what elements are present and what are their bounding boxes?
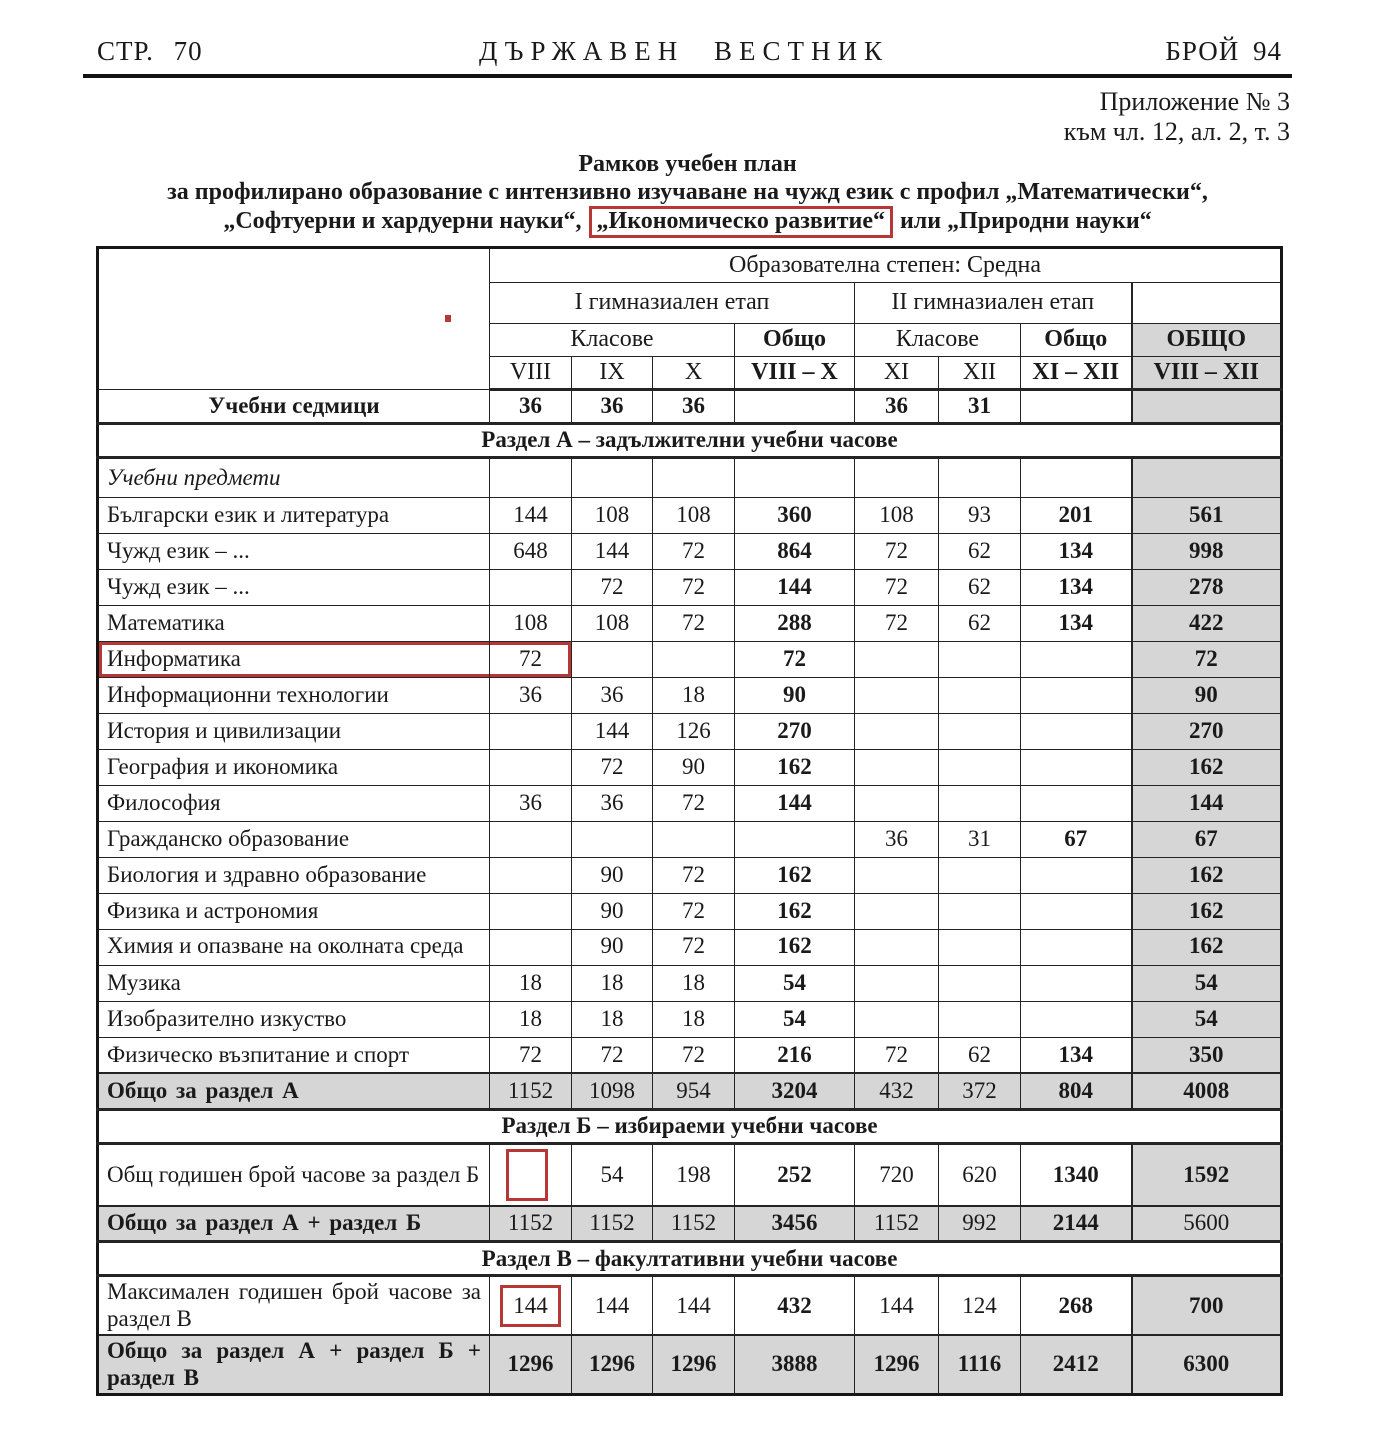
cell-viii bbox=[490, 929, 572, 965]
cell-xi: 36 bbox=[855, 390, 939, 423]
cell-viii bbox=[490, 749, 572, 785]
cell-viii-xii bbox=[1132, 457, 1282, 497]
cell-x bbox=[653, 821, 735, 857]
cell-xii: 124 bbox=[939, 1276, 1021, 1335]
cell-xii: 372 bbox=[939, 1073, 1021, 1109]
section-header-row bbox=[98, 423, 1282, 457]
cell-ix: 108 bbox=[572, 605, 653, 641]
cell-ix: 1152 bbox=[572, 1206, 653, 1242]
red-annotation-box: 144 bbox=[500, 1285, 561, 1327]
row-label: Информатика bbox=[98, 641, 490, 677]
cell-viii-x: 90 bbox=[735, 677, 855, 713]
cell-ix: 90 bbox=[572, 929, 653, 965]
row-label: Учебни предмети bbox=[98, 457, 490, 497]
classes1-header-cell: Класове bbox=[490, 324, 735, 357]
cell-xi: 720 bbox=[855, 1143, 939, 1206]
cell-viii-xii: 72 bbox=[1132, 641, 1282, 677]
cell-viii-x bbox=[735, 821, 855, 857]
row-label: Общо за раздел А bbox=[98, 1073, 490, 1109]
cell-xi-xii: 1340 bbox=[1021, 1143, 1132, 1206]
cell-xii: 992 bbox=[939, 1206, 1021, 1242]
annex-line2: към чл. 12, ал. 2, т. 3 bbox=[1063, 116, 1290, 146]
row-label: Биология и здравно образование bbox=[98, 857, 490, 893]
cell-xii bbox=[939, 929, 1021, 965]
cell-xi-xii bbox=[1021, 677, 1132, 713]
cell-x: 72 bbox=[653, 605, 735, 641]
cell-ix bbox=[572, 457, 653, 497]
cell-viii bbox=[490, 1276, 572, 1335]
cell-xi-xii: 201 bbox=[1021, 497, 1132, 533]
subject-row bbox=[98, 749, 1282, 785]
cell-xii bbox=[939, 1001, 1021, 1037]
cell-xii bbox=[939, 857, 1021, 893]
row-label: Български език и литература bbox=[98, 497, 490, 533]
cell-viii bbox=[490, 821, 572, 857]
subject-row bbox=[98, 1276, 1282, 1335]
cell-x: 72 bbox=[653, 569, 735, 605]
cell-viii-xii: 162 bbox=[1132, 857, 1282, 893]
col-xi: XI bbox=[855, 356, 939, 390]
total-row bbox=[98, 1206, 1282, 1242]
cell-viii bbox=[490, 569, 572, 605]
row-label: История и цивилизации bbox=[98, 713, 490, 749]
cell-xii: 620 bbox=[939, 1143, 1021, 1206]
cell-viii bbox=[490, 1143, 572, 1206]
cell-xi bbox=[855, 965, 939, 1001]
cell-xii: 62 bbox=[939, 605, 1021, 641]
col-viii: VIII bbox=[490, 356, 572, 390]
cell-xi: 72 bbox=[855, 605, 939, 641]
cell-xi bbox=[855, 857, 939, 893]
cell-viii-xii: 422 bbox=[1132, 605, 1282, 641]
cell-x: 72 bbox=[653, 893, 735, 929]
cell-viii-xii: 270 bbox=[1132, 713, 1282, 749]
cell-xii bbox=[939, 965, 1021, 1001]
row-label: Общо за раздел А + раздел Б + раздел В bbox=[98, 1335, 490, 1394]
cell-viii-x: 864 bbox=[735, 533, 855, 569]
cell-xi bbox=[855, 893, 939, 929]
cell-viii-xii: 1592 bbox=[1132, 1143, 1282, 1206]
cell-viii-xii: 6300 bbox=[1132, 1335, 1282, 1394]
row-label: Общ годишен брой часове за раздел Б bbox=[98, 1143, 490, 1206]
cell-viii-xii: 90 bbox=[1132, 677, 1282, 713]
cell-xi-xii bbox=[1021, 457, 1132, 497]
cell-ix: 108 bbox=[572, 497, 653, 533]
cell-xi bbox=[855, 1001, 939, 1037]
cell-viii: 648 bbox=[490, 533, 572, 569]
cell-xii: 1116 bbox=[939, 1335, 1021, 1394]
cell-ix: 36 bbox=[572, 785, 653, 821]
cell-viii-x: 3456 bbox=[735, 1206, 855, 1242]
cell-ix: 18 bbox=[572, 1001, 653, 1037]
subject-row bbox=[98, 605, 1282, 641]
section-title: Раздел Б – избираеми учебни часове bbox=[98, 1109, 1282, 1143]
cell-viii-x: 162 bbox=[735, 929, 855, 965]
cell-viii: 1152 bbox=[490, 1206, 572, 1242]
section-header-row bbox=[98, 1109, 1282, 1143]
cell-viii-xii: 561 bbox=[1132, 497, 1282, 533]
degree-header-cell: Образователна степен: Средна bbox=[490, 248, 1282, 283]
cell-ix: 90 bbox=[572, 893, 653, 929]
cell-x: 36 bbox=[653, 390, 735, 423]
subject-row bbox=[98, 641, 1282, 677]
title-line3-pre: „Софтуерни и хардуерни науки“, bbox=[223, 208, 588, 235]
cell-xi: 1152 bbox=[855, 1206, 939, 1242]
cell-x: 90 bbox=[653, 749, 735, 785]
subject-row bbox=[98, 677, 1282, 713]
curriculum-table bbox=[96, 246, 1283, 1396]
table-body bbox=[98, 390, 1282, 1395]
cell-xi-xii: 134 bbox=[1021, 569, 1132, 605]
cell-viii bbox=[490, 457, 572, 497]
cell-xi-xii: 2144 bbox=[1021, 1206, 1132, 1242]
subject-row bbox=[98, 893, 1282, 929]
cell-ix: 90 bbox=[572, 857, 653, 893]
cell-xi-xii bbox=[1021, 641, 1132, 677]
cell-x: 72 bbox=[653, 785, 735, 821]
cell-ix: 54 bbox=[572, 1143, 653, 1206]
red-dot-mark bbox=[445, 315, 451, 322]
cell-xi bbox=[855, 641, 939, 677]
row-label: Общо за раздел А + раздел Б bbox=[98, 1206, 490, 1242]
cell-xii: 62 bbox=[939, 569, 1021, 605]
subject-row bbox=[98, 497, 1282, 533]
cell-ix: 144 bbox=[572, 533, 653, 569]
cell-xii bbox=[939, 749, 1021, 785]
cell-viii-xii: 54 bbox=[1132, 965, 1282, 1001]
subject-row bbox=[98, 821, 1282, 857]
row-label: Физика и астрономия bbox=[98, 893, 490, 929]
cell-x: 144 bbox=[653, 1276, 735, 1335]
row-label: География и икономика bbox=[98, 749, 490, 785]
cell-xi-xii: 268 bbox=[1021, 1276, 1132, 1335]
cell-xii bbox=[939, 785, 1021, 821]
cell-viii-xii: 998 bbox=[1132, 533, 1282, 569]
cell-viii-xii: 700 bbox=[1132, 1276, 1282, 1335]
total1-header-cell: Общо bbox=[735, 324, 855, 357]
subject-row bbox=[98, 533, 1282, 569]
cell-viii: 72 bbox=[490, 641, 572, 677]
cell-xi-xii bbox=[1021, 713, 1132, 749]
cell-xi-xii: 2412 bbox=[1021, 1335, 1132, 1394]
title-line3-post: или „Природни науки“ bbox=[893, 208, 1152, 235]
weeks-row bbox=[98, 390, 1282, 423]
cell-x: 72 bbox=[653, 929, 735, 965]
cell-xii: 93 bbox=[939, 497, 1021, 533]
cell-xi: 72 bbox=[855, 569, 939, 605]
subject-row bbox=[98, 929, 1282, 965]
cell-x: 1152 bbox=[653, 1206, 735, 1242]
cell-viii: 36 bbox=[490, 677, 572, 713]
total-row bbox=[98, 1335, 1282, 1394]
cell-xii bbox=[939, 893, 1021, 929]
title-line3 bbox=[83, 206, 1292, 238]
cell-ix: 144 bbox=[572, 713, 653, 749]
cell-xii: 62 bbox=[939, 1037, 1021, 1073]
subject-row bbox=[98, 1143, 1282, 1206]
row-label: Учебни седмици bbox=[98, 390, 490, 423]
cell-viii-x: 162 bbox=[735, 749, 855, 785]
section-header-row bbox=[98, 1242, 1282, 1276]
cell-x: 72 bbox=[653, 857, 735, 893]
total2-header-cell: Общо bbox=[1021, 324, 1132, 357]
col-viii-xii: VIII – XII bbox=[1132, 356, 1282, 390]
cell-viii-x: 54 bbox=[735, 965, 855, 1001]
cell-ix: 72 bbox=[572, 749, 653, 785]
cell-xi bbox=[855, 677, 939, 713]
cell-ix: 18 bbox=[572, 965, 653, 1001]
cell-viii-xii: 350 bbox=[1132, 1037, 1282, 1073]
cell-xii bbox=[939, 677, 1021, 713]
title-line2: за профилирано образование с интензивно изучаване на чужд език с профил „Математически“, bbox=[167, 178, 1208, 205]
cell-viii-x: 162 bbox=[735, 893, 855, 929]
row-label: Информационни технологии bbox=[98, 677, 490, 713]
cell-viii: 72 bbox=[490, 1037, 572, 1073]
cell-xi-xii bbox=[1021, 749, 1132, 785]
row-label: Математика bbox=[98, 605, 490, 641]
cell-viii-xii bbox=[1132, 390, 1282, 423]
cell-xi bbox=[855, 713, 939, 749]
cell-ix bbox=[572, 641, 653, 677]
cell-viii-x: 3888 bbox=[735, 1335, 855, 1394]
cell-viii: 18 bbox=[490, 965, 572, 1001]
cell-viii-xii: 54 bbox=[1132, 1001, 1282, 1037]
row-label: Химия и опазване на околната среда bbox=[98, 929, 490, 965]
cell-viii-x: 252 bbox=[735, 1143, 855, 1206]
cell-xi: 144 bbox=[855, 1276, 939, 1335]
cell-viii-xii: 5600 bbox=[1132, 1206, 1282, 1242]
cell-xi-xii: 134 bbox=[1021, 1037, 1132, 1073]
subject-row bbox=[98, 1037, 1282, 1073]
cell-viii: 1296 bbox=[490, 1335, 572, 1394]
annex-line1: Приложение № 3 bbox=[1099, 87, 1290, 116]
col-ix: IX bbox=[572, 356, 653, 390]
cell-viii-x: 3204 bbox=[735, 1073, 855, 1109]
header-rule bbox=[83, 74, 1292, 78]
cell-viii bbox=[490, 893, 572, 929]
cell-viii-x: 72 bbox=[735, 641, 855, 677]
cell-viii: 144 bbox=[490, 497, 572, 533]
cell-ix: 36 bbox=[572, 677, 653, 713]
grand-total-header-cell: ОБЩО bbox=[1132, 324, 1282, 357]
section-title: Раздел А – задължителни учебни часове bbox=[98, 423, 1282, 457]
cell-xi-xii: 134 bbox=[1021, 605, 1132, 641]
cell-ix: 36 bbox=[572, 390, 653, 423]
cell-xi: 36 bbox=[855, 821, 939, 857]
cell-xii: 31 bbox=[939, 390, 1021, 423]
table-corner-cell bbox=[98, 248, 490, 390]
cell-viii-x: 432 bbox=[735, 1276, 855, 1335]
subject-row bbox=[98, 785, 1282, 821]
row-label: Философия bbox=[98, 785, 490, 821]
cell-x: 198 bbox=[653, 1143, 735, 1206]
cell-xi: 108 bbox=[855, 497, 939, 533]
cell-xi: 1296 bbox=[855, 1335, 939, 1394]
cell-xi: 432 bbox=[855, 1073, 939, 1109]
cell-xi: 72 bbox=[855, 1037, 939, 1073]
cell-xi-xii bbox=[1021, 929, 1132, 965]
cell-ix bbox=[572, 821, 653, 857]
subject-row bbox=[98, 569, 1282, 605]
cell-xii: 62 bbox=[939, 533, 1021, 569]
cell-viii-xii: 162 bbox=[1132, 929, 1282, 965]
annex-reference bbox=[83, 87, 1292, 146]
row-label: Чужд език – ... bbox=[98, 533, 490, 569]
row-label: Физическо възпитание и спорт bbox=[98, 1037, 490, 1073]
subject-row bbox=[98, 857, 1282, 893]
cell-ix: 1296 bbox=[572, 1335, 653, 1394]
cell-xii bbox=[939, 457, 1021, 497]
cell-viii bbox=[490, 713, 572, 749]
row-label: Изобразително изкуство bbox=[98, 1001, 490, 1037]
cell-ix: 72 bbox=[572, 1037, 653, 1073]
cell-viii-x bbox=[735, 457, 855, 497]
cell-x: 108 bbox=[653, 497, 735, 533]
row-label: Гражданско образование bbox=[98, 821, 490, 857]
subjects-label-row bbox=[98, 457, 1282, 497]
cell-xi bbox=[855, 749, 939, 785]
cell-viii-xii: 67 bbox=[1132, 821, 1282, 857]
cell-xi-xii bbox=[1021, 785, 1132, 821]
running-head bbox=[83, 36, 1292, 67]
cell-viii: 1152 bbox=[490, 1073, 572, 1109]
cell-x: 126 bbox=[653, 713, 735, 749]
col-x: X bbox=[653, 356, 735, 390]
document-title bbox=[83, 151, 1292, 238]
section-title: Раздел В – факултативни учебни часове bbox=[98, 1242, 1282, 1276]
cell-xi bbox=[855, 785, 939, 821]
cell-x: 1296 bbox=[653, 1335, 735, 1394]
cell-viii: 36 bbox=[490, 785, 572, 821]
cell-ix: 72 bbox=[572, 569, 653, 605]
page-number: СТР. 70 bbox=[97, 36, 203, 66]
cell-viii-x bbox=[735, 390, 855, 423]
cell-viii-xii: 144 bbox=[1132, 785, 1282, 821]
cell-xi: 72 bbox=[855, 533, 939, 569]
classes2-header-cell: Класове bbox=[855, 324, 1021, 357]
stage1-header-cell: I гимназиален етап bbox=[490, 283, 855, 324]
cell-xi-xii bbox=[1021, 390, 1132, 423]
subject-row bbox=[98, 1001, 1282, 1037]
stage2-header-cell: II гимназиален етап bbox=[855, 283, 1132, 324]
cell-xi-xii bbox=[1021, 965, 1132, 1001]
total-row bbox=[98, 1073, 1282, 1109]
cell-viii-x: 54 bbox=[735, 1001, 855, 1037]
cell-viii bbox=[490, 857, 572, 893]
cell-viii-x: 288 bbox=[735, 605, 855, 641]
page bbox=[83, 0, 1292, 1396]
cell-viii-xii: 162 bbox=[1132, 893, 1282, 929]
cell-xi-xii: 804 bbox=[1021, 1073, 1132, 1109]
cell-xi-xii bbox=[1021, 1001, 1132, 1037]
journal-title: ДЪРЖАВЕН ВЕСТНИК bbox=[479, 36, 890, 66]
cell-x: 18 bbox=[653, 965, 735, 1001]
cell-xi-xii: 67 bbox=[1021, 821, 1132, 857]
red-empty-annotation-box bbox=[506, 1149, 548, 1201]
col-xi-xii: XI – XII bbox=[1021, 356, 1132, 390]
cell-xi bbox=[855, 929, 939, 965]
col-xii: XII bbox=[939, 356, 1021, 390]
col-viii-x: VIII – X bbox=[735, 356, 855, 390]
cell-xi-xii: 134 bbox=[1021, 533, 1132, 569]
cell-xii bbox=[939, 713, 1021, 749]
cell-viii-x: 216 bbox=[735, 1037, 855, 1073]
cell-x: 18 bbox=[653, 677, 735, 713]
cell-viii-x: 162 bbox=[735, 857, 855, 893]
cell-ix: 1098 bbox=[572, 1073, 653, 1109]
subject-row bbox=[98, 713, 1282, 749]
table-head bbox=[98, 248, 1282, 390]
cell-viii-x: 144 bbox=[735, 785, 855, 821]
cell-viii-xii: 4008 bbox=[1132, 1073, 1282, 1109]
cell-viii-x: 270 bbox=[735, 713, 855, 749]
cell-viii-xii: 278 bbox=[1132, 569, 1282, 605]
header-row-degree bbox=[98, 248, 1282, 283]
cell-viii: 18 bbox=[490, 1001, 572, 1037]
cell-viii-xii: 162 bbox=[1132, 749, 1282, 785]
cell-x: 72 bbox=[653, 1037, 735, 1073]
row-label: Максимален годишен брой часове за раздел В bbox=[98, 1276, 490, 1335]
cell-viii: 36 bbox=[490, 390, 572, 423]
cell-viii: 108 bbox=[490, 605, 572, 641]
cell-xii bbox=[939, 641, 1021, 677]
cell-xi bbox=[855, 457, 939, 497]
cell-xi-xii bbox=[1021, 893, 1132, 929]
red-highlight-box: „Икономическо развитие“ bbox=[589, 206, 893, 238]
cell-viii-x: 144 bbox=[735, 569, 855, 605]
cell-x: 18 bbox=[653, 1001, 735, 1037]
cell-x bbox=[653, 641, 735, 677]
subject-row bbox=[98, 965, 1282, 1001]
cell-xii: 31 bbox=[939, 821, 1021, 857]
issue-number: БРОЙ 94 bbox=[1165, 36, 1282, 66]
cell-x bbox=[653, 457, 735, 497]
cell-viii-x: 360 bbox=[735, 497, 855, 533]
stage-empty-cell bbox=[1132, 283, 1282, 324]
cell-xi-xii bbox=[1021, 857, 1132, 893]
title-line1: Рамков учебен план bbox=[578, 151, 797, 178]
cell-x: 954 bbox=[653, 1073, 735, 1109]
row-label: Чужд език – ... bbox=[98, 569, 490, 605]
cell-x: 72 bbox=[653, 533, 735, 569]
cell-ix: 144 bbox=[572, 1276, 653, 1335]
row-label: Музика bbox=[98, 965, 490, 1001]
